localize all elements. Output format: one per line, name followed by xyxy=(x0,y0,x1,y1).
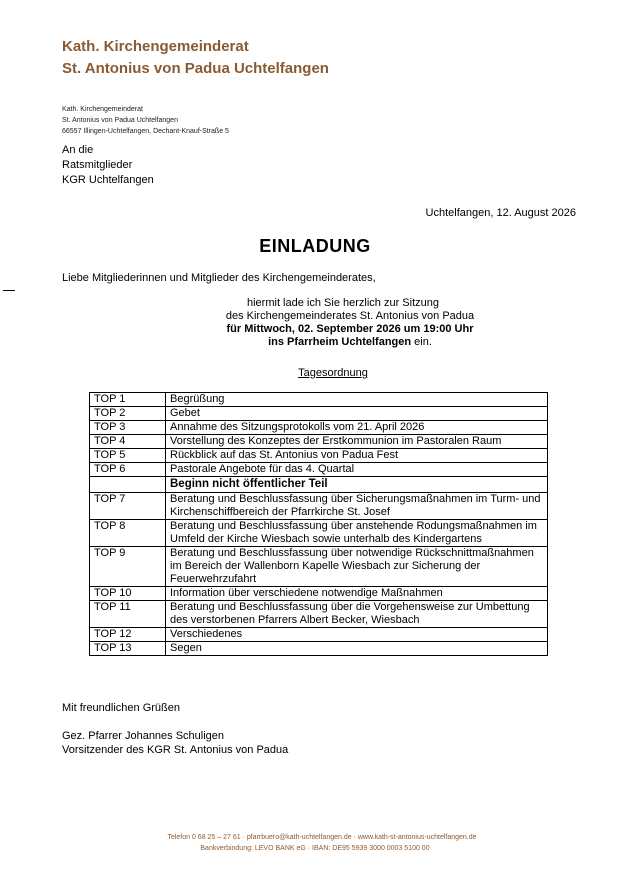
invitation-line-3 xyxy=(0,323,630,336)
agenda-table xyxy=(89,392,548,656)
footer-bank: Bankverbindung: LEVO BANK eG · IBAN: DE95 5939 3000 0003 5100 00 xyxy=(200,845,430,852)
recipient-line-2: Ratsmitglieder xyxy=(62,159,133,171)
place-date: Uchtelfangen, 12. August 2026 xyxy=(425,207,576,219)
agenda-top-number: TOP 5 xyxy=(90,449,166,463)
agenda-item: Begrüßung xyxy=(166,393,548,407)
agenda-item: Beratung und Beschlussfassung über anstehende Rodungsmaßnahmen im Umfeld der Kirche Wiesbach sowie unterhalb des Kindergartens xyxy=(166,520,548,547)
agenda-item: Beratung und Beschlussfassung über Sicherungsmaßnahmen im Turm- und Kirchenschiffbereich der Pfarrkirche St. Josef xyxy=(166,493,548,520)
invitation-line-1: hiermit lade ich Sie herzlich zur Sitzung xyxy=(247,297,439,309)
agenda-top-number: TOP 1 xyxy=(90,393,166,407)
agenda-top-number: TOP 12 xyxy=(90,628,166,642)
agenda-row xyxy=(90,463,548,477)
invitation-text xyxy=(0,297,630,349)
sender-line-1: Kath. Kirchengemeinderat xyxy=(62,106,143,113)
agenda-top-number: TOP 13 xyxy=(90,642,166,656)
agenda-row xyxy=(90,421,548,435)
agenda-item: Information über verschiedene notwendige Maßnahmen xyxy=(166,587,548,601)
agenda-top-number: TOP 7 xyxy=(90,493,166,520)
agenda-top-number xyxy=(90,477,166,493)
agenda-row xyxy=(90,587,548,601)
agenda-row xyxy=(90,601,548,628)
document-title: EINLADUNG xyxy=(259,236,371,256)
salutation: Liebe Mitgliederinnen und Mitglieder des Kirchengemeinderates, xyxy=(62,272,376,284)
meeting-date: für Mittwoch, 02. September 2026 um 19:00 Uhr xyxy=(226,323,474,335)
agenda-top-number: TOP 4 xyxy=(90,435,166,449)
agenda-row xyxy=(90,435,548,449)
sender-line-3: 66557 Illingen-Uchtelfangen, Dechant-Knauf-Straße 5 xyxy=(62,128,229,135)
agenda-row xyxy=(90,628,548,642)
signature-name: Gez. Pfarrer Johannes Schuligen xyxy=(62,730,225,742)
agenda-item: Vorstellung des Konzeptes der Erstkommunion im Pastoralen Raum xyxy=(166,435,548,449)
letterhead-line-1: Kath. Kirchengemeinderat xyxy=(62,38,249,55)
recipient-line-3: KGR Uchtelfangen xyxy=(62,174,154,186)
signature-role: Vorsitzender des KGR St. Antonius von Padua xyxy=(62,744,289,756)
agenda-row xyxy=(90,642,548,656)
closing-phrase: Mit freundlichen Grüßen xyxy=(62,702,180,714)
footer-contact: Telefon 0 68 25 – 27 61 · pfarrbuero@kath-uchtelfangen.de · www.kath-st-antonius-uchtelfangen.de xyxy=(167,834,477,841)
invitation-line-2: des Kirchengemeinderates St. Antonius von Padua xyxy=(225,310,475,322)
agenda-top-number: TOP 3 xyxy=(90,421,166,435)
agenda-item: Verschiedenes xyxy=(166,628,548,642)
agenda-item: Annahme des Sitzungsprotokolls vom 21. April 2026 xyxy=(166,421,548,435)
agenda-top-number: TOP 8 xyxy=(90,520,166,547)
invitation-line-4 xyxy=(0,336,630,349)
page-footer xyxy=(0,832,630,854)
agenda-top-number: TOP 9 xyxy=(90,547,166,587)
letterhead-line-2: St. Antonius von Padua Uchtelfangen xyxy=(62,60,329,77)
agenda-top-number: TOP 2 xyxy=(90,407,166,421)
agenda-section-heading: Beginn nicht öffentlicher Teil xyxy=(166,477,548,493)
agenda-row xyxy=(90,493,548,520)
signature-block xyxy=(62,729,288,757)
recipient-address xyxy=(62,143,154,188)
agenda-heading: Tagesordnung xyxy=(298,367,368,379)
agenda-item: Segen xyxy=(166,642,548,656)
agenda-row xyxy=(90,407,548,421)
agenda-row xyxy=(90,520,548,547)
agenda-section-row xyxy=(90,477,548,493)
agenda-item: Beratung und Beschlussfassung über die Vorgehensweise zur Umbettung des verstorbenen Pfarrers Albert Becker, Wiesbach xyxy=(166,601,548,628)
agenda-row xyxy=(90,393,548,407)
agenda-row xyxy=(90,449,548,463)
recipient-line-1: An die xyxy=(62,144,94,156)
agenda-top-number: TOP 10 xyxy=(90,587,166,601)
invitation-line-4-rest: ein. xyxy=(411,336,432,348)
sender-line-2: St. Antonius von Padua Uchtelfangen xyxy=(62,117,178,124)
sender-address xyxy=(62,104,229,137)
meeting-place: ins Pfarrheim Uchtelfangen xyxy=(268,336,412,348)
agenda-item: Pastorale Angebote für das 4. Quartal xyxy=(166,463,548,477)
agenda-top-number: TOP 6 xyxy=(90,463,166,477)
agenda-row xyxy=(90,547,548,587)
agenda-top-number: TOP 11 xyxy=(90,601,166,628)
fold-mark xyxy=(3,290,15,291)
agenda-item: Rückblick auf das St. Antonius von Padua Fest xyxy=(166,449,548,463)
agenda-item: Gebet xyxy=(166,407,548,421)
agenda-item: Beratung und Beschlussfassung über notwendige Rückschnittmaßnahmen im Bereich der Wallenborn Kapelle Wiesbach zur Sicherung der Feuerwehrzufahrt xyxy=(166,547,548,587)
